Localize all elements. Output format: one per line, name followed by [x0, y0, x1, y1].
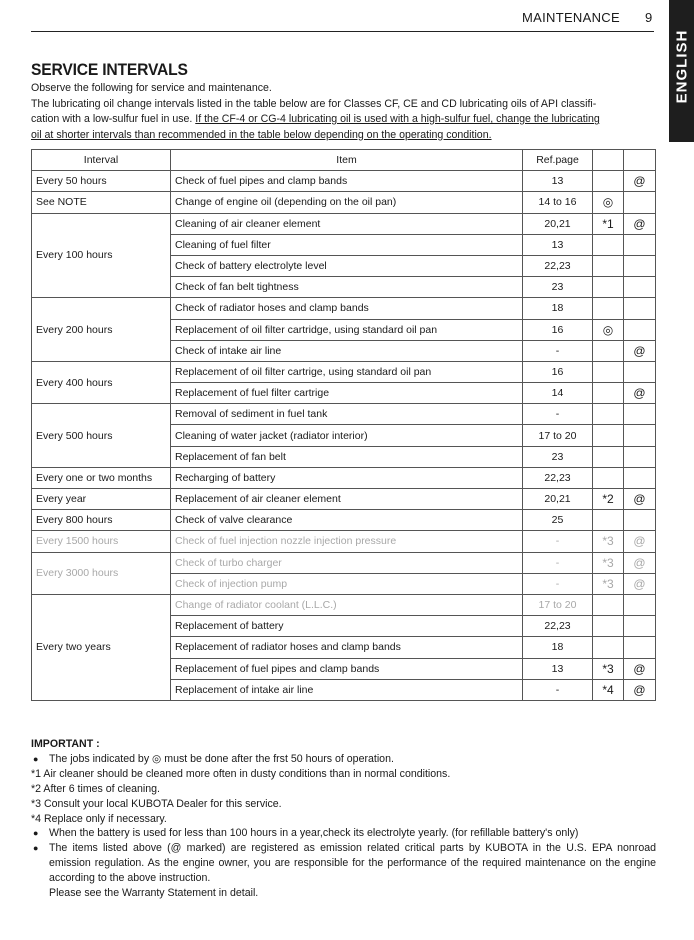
emission-mark-cell: @ — [624, 340, 656, 361]
item-cell: Replacement of intake air line — [171, 679, 523, 700]
interval-cell: Every 200 hours — [32, 298, 171, 362]
ref-page-column-header: Ref.page — [523, 150, 593, 171]
emission-mark-cell — [624, 192, 656, 213]
note-bullet: ● The jobs indicated by ◎ must be done after the frst 50 hours of operation. — [31, 752, 656, 767]
footnote: *3 Consult your local KUBOTA Dealer for this service. — [31, 797, 282, 810]
item-cell: Check of injection pump — [171, 573, 523, 594]
note-column-header — [593, 150, 624, 171]
ref-page-cell: - — [523, 531, 593, 552]
note-cell: *3 — [593, 658, 624, 679]
ref-page-cell: 17 to 20 — [523, 594, 593, 615]
emission-mark-cell: @ — [624, 679, 656, 700]
interval-cell: Every year — [32, 489, 171, 510]
intro-line — [31, 112, 655, 128]
table-row — [32, 510, 656, 531]
interval-cell: See NOTE — [32, 192, 171, 213]
important-notes — [31, 737, 656, 901]
intro-line: Observe the following for service and maintenance. — [31, 82, 272, 94]
emission-mark-cell: @ — [624, 213, 656, 234]
table-row — [32, 489, 656, 510]
interval-cell: Every 100 hours — [32, 213, 171, 298]
ref-page-cell: 16 — [523, 319, 593, 340]
note-cell: ◎ — [593, 192, 624, 213]
ref-page-cell: 20,21 — [523, 213, 593, 234]
interval-cell: Every 400 hours — [32, 361, 171, 403]
emission-mark-cell: @ — [624, 489, 656, 510]
item-cell: Replacement of fuel filter cartrige — [171, 383, 523, 404]
item-cell: Change of radiator coolant (L.L.C.) — [171, 594, 523, 615]
intro-warning: oil at shorter intervals than recommended in the table below depending on the operating condition. — [31, 128, 492, 141]
note-cell — [593, 594, 624, 615]
note-cell — [593, 404, 624, 425]
item-cell: Replacement of oil filter cartridge, using standard oil pan — [171, 319, 523, 340]
interval-cell: Every two years — [32, 594, 171, 700]
note-cell — [593, 383, 624, 404]
footnote: *2 After 6 times of cleaning. — [31, 782, 160, 795]
intro-text: cation with a low-sulfur fuel in use. — [31, 113, 196, 125]
interval-cell: Every 3000 hours — [32, 552, 171, 594]
note-cell — [593, 425, 624, 446]
item-cell: Replacement of air cleaner element — [171, 489, 523, 510]
table-row — [32, 467, 656, 488]
intro-line: The lubricating oil change intervals listed in the table below are for Classes CF, CE and CD lubricating oils of API classifi- — [31, 97, 597, 110]
emission-mark-cell — [624, 446, 656, 467]
ref-page-cell: - — [523, 679, 593, 700]
page-header — [0, 0, 694, 34]
item-cell: Cleaning of fuel filter — [171, 234, 523, 255]
ref-page-cell: 25 — [523, 510, 593, 531]
header-divider — [31, 31, 654, 32]
item-cell: Replacement of battery — [171, 616, 523, 637]
note-cell — [593, 510, 624, 531]
intro-warning: If the CF-4 or CG-4 lubricating oil is used with a high-sulfur fuel, change the lubricating — [195, 113, 600, 125]
note-cell: *3 — [593, 573, 624, 594]
note-bullet: ● The items listed above (@ marked) are registered as emission related critical parts by KUBOTA in the U.S. EPA nonroad emission regulation. As the engine owner, you are responsible for the performance of the required maintenance on the engine according to the above instruction. — [31, 841, 656, 886]
ref-page-cell: 22,23 — [523, 616, 593, 637]
ref-page-cell: 23 — [523, 277, 593, 298]
language-tab-label: ENGLISH — [673, 29, 691, 104]
ref-page-cell: 18 — [523, 298, 593, 319]
item-cell: Removal of sediment in fuel tank — [171, 404, 523, 425]
note-cell: *3 — [593, 552, 624, 573]
ref-page-cell: 14 — [523, 383, 593, 404]
emission-mark-cell — [624, 594, 656, 615]
ref-page-cell: 14 to 16 — [523, 192, 593, 213]
emission-mark-cell: @ — [624, 383, 656, 404]
table-row — [32, 171, 656, 192]
page-title: SERVICE INTERVALS — [31, 60, 188, 79]
ref-page-cell: 22,23 — [523, 467, 593, 488]
page-number: 9 — [645, 10, 653, 25]
section-title: MAINTENANCE — [522, 10, 620, 25]
ref-page-cell: - — [523, 340, 593, 361]
item-cell: Replacement of fan belt — [171, 446, 523, 467]
interval-cell: Every 800 hours — [32, 510, 171, 531]
language-tab — [669, 0, 694, 142]
emission-mark-cell: @ — [624, 658, 656, 679]
item-cell: Cleaning of water jacket (radiator interior) — [171, 425, 523, 446]
ref-page-cell: 22,23 — [523, 255, 593, 276]
intro-paragraph — [31, 81, 655, 143]
note-cell — [593, 234, 624, 255]
note-cell — [593, 446, 624, 467]
emission-mark-cell — [624, 510, 656, 531]
item-cell: Check of turbo charger — [171, 552, 523, 573]
note-cell — [593, 637, 624, 658]
table-header-row — [32, 150, 656, 171]
note-cell: *4 — [593, 679, 624, 700]
item-cell: Replacement of radiator hoses and clamp bands — [171, 637, 523, 658]
note-cell — [593, 361, 624, 382]
item-cell: Check of valve clearance — [171, 510, 523, 531]
emission-mark-cell: @ — [624, 531, 656, 552]
emission-mark-cell — [624, 404, 656, 425]
emission-mark-cell — [624, 255, 656, 276]
note-continuation: Please see the Warranty Statement in detail. — [49, 887, 259, 900]
item-cell: Replacement of oil filter cartrige, using standard oil pan — [171, 361, 523, 382]
item-cell: Recharging of battery — [171, 467, 523, 488]
ref-page-cell: - — [523, 573, 593, 594]
interval-cell: Every one or two months — [32, 467, 171, 488]
item-cell: Change of engine oil (depending on the oil pan) — [171, 192, 523, 213]
emission-mark-cell — [624, 277, 656, 298]
note-cell — [593, 255, 624, 276]
table-row — [32, 594, 656, 615]
footnote: *1 Air cleaner should be cleaned more often in dusty conditions than in normal conditions. — [31, 767, 451, 780]
item-cell: Check of fuel pipes and clamp bands — [171, 171, 523, 192]
item-cell: Check of fuel injection nozzle injection pressure — [171, 531, 523, 552]
ref-page-cell: 17 to 20 — [523, 425, 593, 446]
notes-heading: IMPORTANT : — [31, 738, 100, 750]
item-cell: Check of intake air line — [171, 340, 523, 361]
note-cell — [593, 340, 624, 361]
ref-page-cell: 20,21 — [523, 489, 593, 510]
table-row — [32, 531, 656, 552]
emission-mark-cell — [624, 637, 656, 658]
note-cell — [593, 298, 624, 319]
ref-page-cell: 13 — [523, 171, 593, 192]
emission-mark-cell — [624, 616, 656, 637]
ref-page-cell: 16 — [523, 361, 593, 382]
table-row — [32, 404, 656, 425]
note-cell: *2 — [593, 489, 624, 510]
ref-page-cell: 13 — [523, 658, 593, 679]
emission-column-header — [624, 150, 656, 171]
ref-page-cell: - — [523, 404, 593, 425]
item-column-header: Item — [171, 150, 523, 171]
note-cell — [593, 171, 624, 192]
emission-mark-cell: @ — [624, 171, 656, 192]
emission-mark-cell — [624, 467, 656, 488]
item-cell: Check of fan belt tightness — [171, 277, 523, 298]
ref-page-cell: 13 — [523, 234, 593, 255]
ref-page-cell: 23 — [523, 446, 593, 467]
emission-mark-cell: @ — [624, 552, 656, 573]
note-cell: ◎ — [593, 319, 624, 340]
service-interval-table — [31, 149, 656, 701]
interval-cell: Every 50 hours — [32, 171, 171, 192]
table-row — [32, 298, 656, 319]
footnote: *4 Replace only if necessary. — [31, 812, 167, 825]
table-row — [32, 213, 656, 234]
emission-mark-cell: @ — [624, 573, 656, 594]
ref-page-cell: - — [523, 552, 593, 573]
emission-mark-cell — [624, 361, 656, 382]
note-cell: *1 — [593, 213, 624, 234]
item-cell: Check of radiator hoses and clamp bands — [171, 298, 523, 319]
item-cell: Check of battery electrolyte level — [171, 255, 523, 276]
interval-cell: Every 1500 hours — [32, 531, 171, 552]
emission-mark-cell — [624, 234, 656, 255]
note-cell — [593, 467, 624, 488]
interval-cell: Every 500 hours — [32, 404, 171, 468]
interval-column-header: Interval — [32, 150, 171, 171]
note-cell — [593, 616, 624, 637]
emission-mark-cell — [624, 425, 656, 446]
note-bullet: ● When the battery is used for less than 100 hours in a year,check its electrolyte yearly. (for refillable battery's only) — [31, 826, 656, 841]
table-row — [32, 192, 656, 213]
item-cell: Replacement of fuel pipes and clamp bands — [171, 658, 523, 679]
emission-mark-cell — [624, 319, 656, 340]
item-cell: Cleaning of air cleaner element — [171, 213, 523, 234]
note-cell: *3 — [593, 531, 624, 552]
note-cell — [593, 277, 624, 298]
ref-page-cell: 18 — [523, 637, 593, 658]
table-row — [32, 361, 656, 382]
emission-mark-cell — [624, 298, 656, 319]
table-row — [32, 552, 656, 573]
